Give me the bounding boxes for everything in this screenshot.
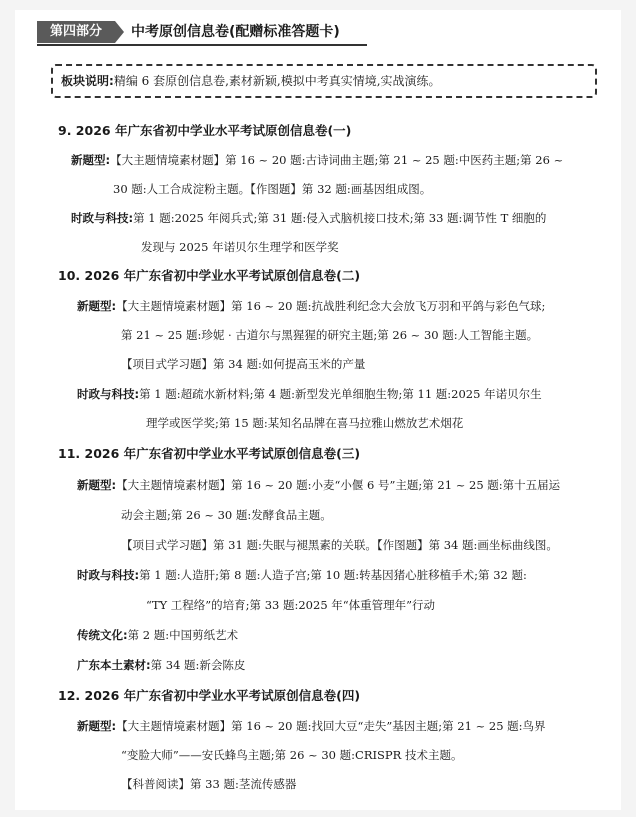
part-badge: 第四部分 (37, 21, 115, 43)
item-label: 时政与科技: (71, 211, 134, 225)
item-text: 【大主题情境素材题】第 16 ~ 20 题:抗战胜利纪念大会放飞万羽和平鸽与彩色气球; (116, 299, 546, 313)
list-item (77, 476, 560, 494)
list-item (77, 717, 546, 735)
item-label: 新题型: (71, 153, 111, 167)
item-text: 【大主题情境素材题】第 16 ~ 20 题:古诗词曲主题;第 21 ~ 25 题:中医药主题;第 26 ~ (110, 153, 564, 167)
item-text: 发现与 2025 年诺贝尔生理学和医学奖 (141, 240, 339, 254)
item-text: 30 题:人工合成淀粉主题。【作图题】第 32 题:画基因组成图。 (113, 182, 432, 196)
item-label: 广东本土素材: (77, 658, 151, 672)
list-item (77, 297, 545, 315)
item-text: 【项目式学习题】第 34 题:如何提高玉米的产量 (121, 357, 366, 371)
section-header (37, 19, 367, 45)
list-item (77, 566, 527, 584)
item-label: 新题型: (77, 299, 117, 313)
item-text: 动会主题;第 26 ~ 30 题:发酵食品主题。 (121, 508, 332, 522)
item-text: 【科普阅读】第 33 题:茎流传感器 (121, 777, 297, 791)
badge-arrow-icon (115, 21, 124, 43)
item-text: 第 34 题:新会陈皮 (150, 658, 246, 672)
item-label: 传统文化: (77, 628, 128, 642)
item-text: “变脸大师”——安氏蜂鸟主题;第 26 ~ 30 题:CRISPR 技术主题。 (121, 748, 463, 762)
intro-text: 精编 6 套原创信息卷,素材新颖,模拟中考真实情境,实战演练。 (113, 74, 441, 88)
item-text: “TY 工程络”的培育;第 33 题:2025 年“体重管理年”行动 (146, 598, 436, 612)
page (15, 10, 621, 810)
item-text: 【大主题情境素材题】第 16 ~ 20 题:找回大豆“走失”基因主题;第 21 ~ 25 题:鸟界 (116, 719, 546, 733)
item-text: 第 1 题:2025 年阅兵式;第 31 题:侵入式脑机接口技术;第 33 题:调节性 T 细胞的 (133, 211, 547, 225)
item-label: 时政与科技: (77, 568, 140, 582)
item-label: 时政与科技: (77, 387, 140, 401)
item-text: 【大主题情境素材题】第 16 ~ 20 题:小麦“小偃 6 号”主题;第 21 ~ 25 题:第十五届运 (116, 478, 561, 492)
item-text: 【项目式学习题】第 31 题:失眠与褪黑素的关联。【作图题】第 34 题:画坐标曲线图。 (121, 538, 558, 552)
list-item (77, 626, 238, 644)
header-divider (37, 44, 367, 46)
intro-box (51, 64, 597, 98)
header-title: 中考原创信息卷(配赠标准答题卡) (131, 24, 340, 40)
list-item (71, 151, 563, 169)
list-item (77, 385, 542, 403)
section-title: 12. 2026 年广东省初中学业水平考试原创信息卷(四) (58, 688, 361, 703)
intro-label: 板块说明: (61, 74, 114, 88)
item-text: 第 1 题:人造肝;第 8 题:人造子宫;第 10 题:转基因猪心脏移植手术;第 32 题: (139, 568, 527, 582)
list-item (77, 656, 245, 674)
item-text: 第 1 题:超疏水新材料;第 4 题:新型发光单细胞生物;第 11 题:2025 年诺贝尔生 (139, 387, 542, 401)
item-text: 第 2 题:中国剪纸艺术 (127, 628, 239, 642)
section-title: 11. 2026 年广东省初中学业水平考试原创信息卷(三) (58, 446, 361, 461)
item-text: 理学或医学奖;第 15 题:某知名品牌在喜马拉雅山燃放艺术烟花 (146, 416, 464, 430)
section-title: 9. 2026 年广东省初中学业水平考试原创信息卷(一) (58, 123, 352, 138)
item-label: 新题型: (77, 478, 117, 492)
list-item (71, 209, 546, 227)
item-text: 第 21 ~ 25 题:珍妮 · 古道尔与黑猩猩的研究主题;第 26 ~ 30 题:人工智能主题。 (121, 328, 539, 342)
section-title: 10. 2026 年广东省初中学业水平考试原创信息卷(二) (58, 268, 361, 283)
item-label: 新题型: (77, 719, 117, 733)
